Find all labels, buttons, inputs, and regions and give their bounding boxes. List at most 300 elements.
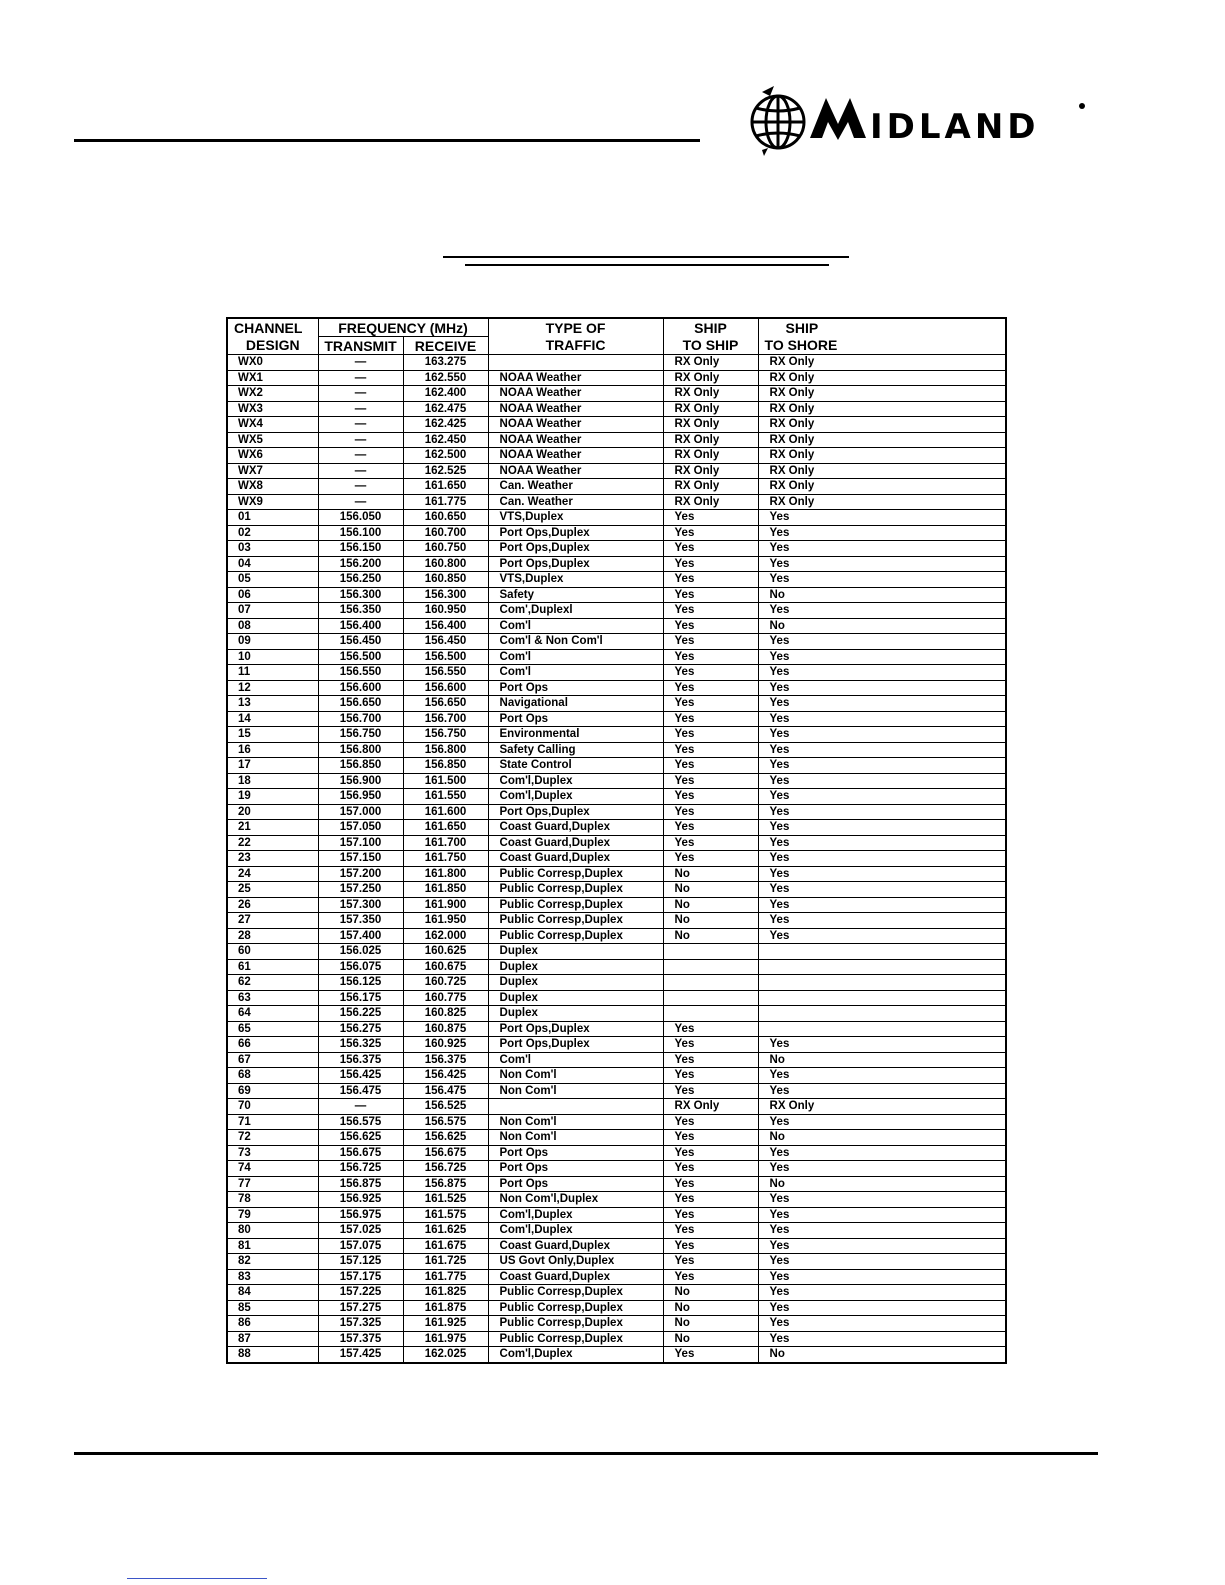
- ship-to-ship-cell: Yes: [663, 1254, 758, 1270]
- ship-to-shore-cell: Yes: [758, 1145, 1006, 1161]
- ship-to-shore-cell: Yes: [758, 1114, 1006, 1130]
- table-row: [227, 479, 1006, 495]
- transmit-cell: 156.975: [318, 1207, 403, 1223]
- channel-cell: 88: [227, 1347, 318, 1363]
- traffic-type-cell: [488, 1099, 663, 1115]
- transmit-cell: 156.900: [318, 773, 403, 789]
- ship-to-shore-cell: RX Only: [758, 355, 1006, 371]
- table-row: [227, 1176, 1006, 1192]
- transmit-cell: 156.225: [318, 1006, 403, 1022]
- traffic-type-cell: Port Ops: [488, 680, 663, 696]
- table-row: [227, 1207, 1006, 1223]
- channel-cell: 62: [227, 975, 318, 991]
- traffic-type-cell: Navigational: [488, 696, 663, 712]
- traffic-type-cell: Port Ops,Duplex: [488, 1021, 663, 1037]
- ship-to-ship-cell: Yes: [663, 789, 758, 805]
- ship-to-ship-cell: Yes: [663, 1347, 758, 1363]
- receive-cell: 162.525: [403, 463, 488, 479]
- transmit-cell: 156.400: [318, 618, 403, 634]
- table-row: [227, 1316, 1006, 1332]
- receive-cell: 156.550: [403, 665, 488, 681]
- channel-cell: 85: [227, 1300, 318, 1316]
- title-underline-second: [465, 264, 829, 266]
- channel-cell: 19: [227, 789, 318, 805]
- receive-cell: 156.800: [403, 742, 488, 758]
- traffic-type-cell: Port Ops: [488, 1161, 663, 1177]
- traffic-type-cell: Com'l,Duplex: [488, 789, 663, 805]
- transmit-cell: 156.750: [318, 727, 403, 743]
- ship-to-shore-cell: Yes: [758, 1037, 1006, 1053]
- ship-to-ship-cell: RX Only: [663, 479, 758, 495]
- channel-cell: 06: [227, 587, 318, 603]
- header-traffic: TRAFFIC: [488, 337, 663, 355]
- traffic-type-cell: US Govt Only,Duplex: [488, 1254, 663, 1270]
- ship-to-ship-cell: Yes: [663, 680, 758, 696]
- transmit-cell: 157.425: [318, 1347, 403, 1363]
- table-row: [227, 1223, 1006, 1239]
- receive-cell: 162.025: [403, 1347, 488, 1363]
- ship-to-shore-cell: Yes: [758, 649, 1006, 665]
- channel-cell: 71: [227, 1114, 318, 1130]
- channel-cell: 24: [227, 866, 318, 882]
- ship-to-ship-cell: RX Only: [663, 417, 758, 433]
- traffic-type-cell: Port Ops: [488, 711, 663, 727]
- table-row: [227, 851, 1006, 867]
- channel-cell: 63: [227, 990, 318, 1006]
- channel-cell: 78: [227, 1192, 318, 1208]
- transmit-cell: 157.075: [318, 1238, 403, 1254]
- receive-cell: 156.475: [403, 1083, 488, 1099]
- table-row: [227, 463, 1006, 479]
- table-row: [227, 1114, 1006, 1130]
- receive-cell: 156.400: [403, 618, 488, 634]
- channel-cell: 60: [227, 944, 318, 960]
- channel-cell: 66: [227, 1037, 318, 1053]
- ship-to-ship-cell: Yes: [663, 1021, 758, 1037]
- receive-cell: 161.500: [403, 773, 488, 789]
- transmit-cell: 157.350: [318, 913, 403, 929]
- table-row: [227, 1037, 1006, 1053]
- table-row: [227, 448, 1006, 464]
- ship-to-ship-cell: Yes: [663, 1145, 758, 1161]
- receive-cell: 161.675: [403, 1238, 488, 1254]
- transmit-cell: 156.425: [318, 1068, 403, 1084]
- transmit-cell: 157.200: [318, 866, 403, 882]
- ship-to-ship-cell: Yes: [663, 572, 758, 588]
- header-receive: RECEIVE: [403, 337, 488, 355]
- header-ship-to-ship: SHIP: [663, 318, 758, 337]
- traffic-type-cell: Com'l: [488, 665, 663, 681]
- transmit-cell: 157.100: [318, 835, 403, 851]
- transmit-cell: 157.150: [318, 851, 403, 867]
- ship-to-shore-cell: RX Only: [758, 448, 1006, 464]
- channel-cell: 77: [227, 1176, 318, 1192]
- table-row: [227, 1192, 1006, 1208]
- channel-cell: 86: [227, 1316, 318, 1332]
- traffic-type-cell: NOAA Weather: [488, 417, 663, 433]
- channel-cell: 15: [227, 727, 318, 743]
- ship-to-ship-cell: Yes: [663, 587, 758, 603]
- receive-cell: 156.650: [403, 696, 488, 712]
- transmit-cell: 156.600: [318, 680, 403, 696]
- table-row: [227, 665, 1006, 681]
- receive-cell: 161.600: [403, 804, 488, 820]
- ship-to-ship-cell: Yes: [663, 541, 758, 557]
- traffic-type-cell: NOAA Weather: [488, 370, 663, 386]
- transmit-cell: —: [318, 417, 403, 433]
- ship-to-ship-cell: Yes: [663, 1176, 758, 1192]
- ship-to-ship-cell: RX Only: [663, 401, 758, 417]
- transmit-cell: 157.050: [318, 820, 403, 836]
- channel-cell: 25: [227, 882, 318, 898]
- traffic-type-cell: Public Corresp,Duplex: [488, 882, 663, 898]
- traffic-type-cell: NOAA Weather: [488, 463, 663, 479]
- ship-to-shore-cell: No: [758, 587, 1006, 603]
- traffic-type-cell: Port Ops,Duplex: [488, 541, 663, 557]
- transmit-cell: 156.100: [318, 525, 403, 541]
- table-row: [227, 1161, 1006, 1177]
- ship-to-shore-cell: RX Only: [758, 417, 1006, 433]
- table-row: [227, 1006, 1006, 1022]
- receive-cell: 160.950: [403, 603, 488, 619]
- receive-cell: 156.625: [403, 1130, 488, 1146]
- ship-to-ship-cell: No: [663, 866, 758, 882]
- transmit-cell: 156.675: [318, 1145, 403, 1161]
- transmit-cell: 157.125: [318, 1254, 403, 1270]
- ship-to-shore-cell: Yes: [758, 742, 1006, 758]
- traffic-type-cell: Can. Weather: [488, 494, 663, 510]
- traffic-type-cell: Coast Guard,Duplex: [488, 851, 663, 867]
- ship-to-ship-cell: Yes: [663, 835, 758, 851]
- table-row: [227, 897, 1006, 913]
- traffic-type-cell: Port Ops,Duplex: [488, 1037, 663, 1053]
- ship-to-shore-cell: No: [758, 1347, 1006, 1363]
- table-row: [227, 959, 1006, 975]
- traffic-type-cell: Coast Guard,Duplex: [488, 835, 663, 851]
- traffic-type-cell: Coast Guard,Duplex: [488, 1269, 663, 1285]
- table-row: [227, 1269, 1006, 1285]
- transmit-cell: 156.500: [318, 649, 403, 665]
- transmit-cell: 156.800: [318, 742, 403, 758]
- traffic-type-cell: Non Com'l: [488, 1083, 663, 1099]
- ship-to-ship-cell: RX Only: [663, 463, 758, 479]
- traffic-type-cell: Public Corresp,Duplex: [488, 1300, 663, 1316]
- traffic-type-cell: Public Corresp,Duplex: [488, 928, 663, 944]
- traffic-type-cell: Safety: [488, 587, 663, 603]
- traffic-type-cell: Com'l,Duplex: [488, 1347, 663, 1363]
- receive-cell: 160.850: [403, 572, 488, 588]
- channel-cell: 09: [227, 634, 318, 650]
- ship-to-shore-cell: [758, 959, 1006, 975]
- receive-cell: 161.550: [403, 789, 488, 805]
- receive-cell: 160.925: [403, 1037, 488, 1053]
- header-to-shore: TO SHORE: [758, 337, 1006, 355]
- transmit-cell: 156.850: [318, 758, 403, 774]
- table-row: [227, 820, 1006, 836]
- channel-cell: WX3: [227, 401, 318, 417]
- table-row: [227, 1083, 1006, 1099]
- receive-cell: 162.425: [403, 417, 488, 433]
- receive-cell: 161.750: [403, 851, 488, 867]
- transmit-cell: 157.325: [318, 1316, 403, 1332]
- ship-to-shore-cell: Yes: [758, 1331, 1006, 1347]
- ship-to-shore-cell: Yes: [758, 1300, 1006, 1316]
- ship-to-shore-cell: [758, 944, 1006, 960]
- transmit-cell: 156.650: [318, 696, 403, 712]
- traffic-type-cell: Com'l: [488, 649, 663, 665]
- transmit-cell: 156.050: [318, 510, 403, 526]
- table-row: [227, 882, 1006, 898]
- ship-to-shore-cell: Yes: [758, 1161, 1006, 1177]
- table-row: [227, 370, 1006, 386]
- transmit-cell: 156.725: [318, 1161, 403, 1177]
- table-row: [227, 494, 1006, 510]
- table-row: [227, 1021, 1006, 1037]
- ship-to-ship-cell: [663, 959, 758, 975]
- receive-cell: 160.675: [403, 959, 488, 975]
- table-row: [227, 541, 1006, 557]
- ship-to-shore-cell: RX Only: [758, 432, 1006, 448]
- channel-cell: 28: [227, 928, 318, 944]
- table-row: [227, 587, 1006, 603]
- receive-cell: 161.900: [403, 897, 488, 913]
- ship-to-ship-cell: Yes: [663, 634, 758, 650]
- traffic-type-cell: Duplex: [488, 944, 663, 960]
- ship-to-ship-cell: [663, 1006, 758, 1022]
- ship-to-shore-cell: RX Only: [758, 1099, 1006, 1115]
- ship-to-ship-cell: No: [663, 928, 758, 944]
- ship-to-ship-cell: Yes: [663, 603, 758, 619]
- channel-cell: WX4: [227, 417, 318, 433]
- transmit-cell: 156.550: [318, 665, 403, 681]
- receive-cell: 161.800: [403, 866, 488, 882]
- channel-cell: WX0: [227, 355, 318, 371]
- table-row: [227, 386, 1006, 402]
- ship-to-ship-cell: Yes: [663, 851, 758, 867]
- receive-cell: 161.650: [403, 479, 488, 495]
- ship-to-shore-cell: RX Only: [758, 401, 1006, 417]
- transmit-cell: 157.275: [318, 1300, 403, 1316]
- transmit-cell: 156.025: [318, 944, 403, 960]
- receive-cell: 156.575: [403, 1114, 488, 1130]
- table-row: [227, 556, 1006, 572]
- receive-cell: 160.700: [403, 525, 488, 541]
- ship-to-ship-cell: RX Only: [663, 448, 758, 464]
- traffic-type-cell: Port Ops,Duplex: [488, 804, 663, 820]
- transmit-cell: 156.950: [318, 789, 403, 805]
- transmit-cell: 157.025: [318, 1223, 403, 1239]
- ship-to-shore-cell: Yes: [758, 851, 1006, 867]
- ship-to-ship-cell: Yes: [663, 820, 758, 836]
- ship-to-ship-cell: Yes: [663, 1207, 758, 1223]
- ship-to-ship-cell: Yes: [663, 696, 758, 712]
- ship-to-ship-cell: Yes: [663, 758, 758, 774]
- receive-cell: 156.300: [403, 587, 488, 603]
- receive-cell: 161.850: [403, 882, 488, 898]
- footer-link-underline: [127, 1578, 267, 1579]
- table-row: [227, 696, 1006, 712]
- table-row: [227, 975, 1006, 991]
- ship-to-shore-cell: Yes: [758, 665, 1006, 681]
- traffic-type-cell: Public Corresp,Duplex: [488, 897, 663, 913]
- channel-cell: 84: [227, 1285, 318, 1301]
- transmit-cell: 156.925: [318, 1192, 403, 1208]
- channel-cell: 22: [227, 835, 318, 851]
- traffic-type-cell: NOAA Weather: [488, 386, 663, 402]
- table-row: [227, 1099, 1006, 1115]
- table-row: [227, 1331, 1006, 1347]
- channel-cell: WX2: [227, 386, 318, 402]
- ship-to-shore-cell: Yes: [758, 882, 1006, 898]
- ship-to-shore-cell: Yes: [758, 634, 1006, 650]
- traffic-type-cell: Com'l & Non Com'l: [488, 634, 663, 650]
- transmit-cell: —: [318, 355, 403, 371]
- receive-cell: 161.700: [403, 835, 488, 851]
- transmit-cell: 156.450: [318, 634, 403, 650]
- receive-cell: 156.375: [403, 1052, 488, 1068]
- traffic-type-cell: State Control: [488, 758, 663, 774]
- transmit-cell: 156.700: [318, 711, 403, 727]
- ship-to-shore-cell: Yes: [758, 711, 1006, 727]
- ship-to-shore-cell: Yes: [758, 789, 1006, 805]
- ship-to-ship-cell: No: [663, 913, 758, 929]
- traffic-type-cell: Public Corresp,Duplex: [488, 1285, 663, 1301]
- traffic-type-cell: VTS,Duplex: [488, 572, 663, 588]
- table-row: [227, 804, 1006, 820]
- receive-cell: 161.950: [403, 913, 488, 929]
- ship-to-shore-cell: Yes: [758, 773, 1006, 789]
- ship-to-shore-cell: No: [758, 1176, 1006, 1192]
- channel-cell: 02: [227, 525, 318, 541]
- receive-cell: 161.775: [403, 494, 488, 510]
- receive-cell: 161.925: [403, 1316, 488, 1332]
- ship-to-ship-cell: No: [663, 1316, 758, 1332]
- ship-to-shore-cell: Yes: [758, 1238, 1006, 1254]
- traffic-type-cell: Can. Weather: [488, 479, 663, 495]
- ship-to-shore-cell: Yes: [758, 758, 1006, 774]
- receive-cell: 161.825: [403, 1285, 488, 1301]
- channel-cell: 79: [227, 1207, 318, 1223]
- traffic-type-cell: Com',Duplexl: [488, 603, 663, 619]
- ship-to-ship-cell: Yes: [663, 1083, 758, 1099]
- ship-to-shore-cell: Yes: [758, 510, 1006, 526]
- transmit-cell: —: [318, 386, 403, 402]
- traffic-type-cell: NOAA Weather: [488, 401, 663, 417]
- ship-to-ship-cell: RX Only: [663, 355, 758, 371]
- midland-logo: [748, 84, 1088, 156]
- channel-cell: WX7: [227, 463, 318, 479]
- transmit-cell: 156.175: [318, 990, 403, 1006]
- receive-cell: 156.750: [403, 727, 488, 743]
- ship-to-shore-cell: RX Only: [758, 494, 1006, 510]
- channel-table: [226, 317, 1007, 1364]
- transmit-cell: 157.300: [318, 897, 403, 913]
- receive-cell: 163.275: [403, 355, 488, 371]
- ship-to-shore-cell: Yes: [758, 541, 1006, 557]
- channel-cell: WX5: [227, 432, 318, 448]
- channel-cell: 05: [227, 572, 318, 588]
- traffic-type-cell: Non Com'l: [488, 1114, 663, 1130]
- traffic-type-cell: Port Ops,Duplex: [488, 525, 663, 541]
- traffic-type-cell: Coast Guard,Duplex: [488, 1238, 663, 1254]
- table-row: [227, 913, 1006, 929]
- ship-to-shore-cell: Yes: [758, 835, 1006, 851]
- ship-to-shore-cell: Yes: [758, 1269, 1006, 1285]
- ship-to-shore-cell: Yes: [758, 1207, 1006, 1223]
- ship-to-shore-cell: Yes: [758, 680, 1006, 696]
- channel-cell: 18: [227, 773, 318, 789]
- receive-cell: 156.700: [403, 711, 488, 727]
- channel-cell: 17: [227, 758, 318, 774]
- ship-to-ship-cell: No: [663, 897, 758, 913]
- channel-rows: [227, 355, 1006, 1363]
- channel-cell: 26: [227, 897, 318, 913]
- ship-to-shore-cell: [758, 1006, 1006, 1022]
- channel-cell: 70: [227, 1099, 318, 1115]
- receive-cell: 161.875: [403, 1300, 488, 1316]
- ship-to-ship-cell: Yes: [663, 649, 758, 665]
- ship-to-shore-cell: RX Only: [758, 386, 1006, 402]
- table-row: [227, 680, 1006, 696]
- ship-to-shore-cell: Yes: [758, 696, 1006, 712]
- ship-to-shore-cell: No: [758, 1052, 1006, 1068]
- header-type: TYPE OF: [488, 318, 663, 337]
- transmit-cell: —: [318, 494, 403, 510]
- ship-to-ship-cell: RX Only: [663, 1099, 758, 1115]
- traffic-type-cell: Environmental: [488, 727, 663, 743]
- ship-to-shore-cell: Yes: [758, 1068, 1006, 1084]
- channel-cell: 68: [227, 1068, 318, 1084]
- receive-cell: 161.525: [403, 1192, 488, 1208]
- transmit-cell: 157.175: [318, 1269, 403, 1285]
- table-row: [227, 417, 1006, 433]
- transmit-cell: 156.325: [318, 1037, 403, 1053]
- receive-cell: 162.400: [403, 386, 488, 402]
- ship-to-shore-cell: Yes: [758, 897, 1006, 913]
- channel-cell: 73: [227, 1145, 318, 1161]
- ship-to-ship-cell: Yes: [663, 556, 758, 572]
- transmit-cell: 156.275: [318, 1021, 403, 1037]
- ship-to-ship-cell: Yes: [663, 1192, 758, 1208]
- ship-to-ship-cell: No: [663, 1285, 758, 1301]
- channel-cell: 65: [227, 1021, 318, 1037]
- ship-to-ship-cell: Yes: [663, 1130, 758, 1146]
- table-row: [227, 432, 1006, 448]
- receive-cell: 156.875: [403, 1176, 488, 1192]
- channel-cell: 83: [227, 1269, 318, 1285]
- channel-cell: 07: [227, 603, 318, 619]
- receive-cell: 161.650: [403, 820, 488, 836]
- ship-to-shore-cell: Yes: [758, 525, 1006, 541]
- ship-to-shore-cell: Yes: [758, 556, 1006, 572]
- channel-cell: 27: [227, 913, 318, 929]
- ship-to-ship-cell: [663, 990, 758, 1006]
- ship-to-ship-cell: RX Only: [663, 494, 758, 510]
- transmit-cell: 156.075: [318, 959, 403, 975]
- ship-to-shore-cell: Yes: [758, 1083, 1006, 1099]
- table-row: [227, 1285, 1006, 1301]
- channel-cell: 12: [227, 680, 318, 696]
- ship-to-ship-cell: Yes: [663, 1269, 758, 1285]
- channel-cell: 61: [227, 959, 318, 975]
- table-row: [227, 401, 1006, 417]
- table-row: [227, 711, 1006, 727]
- transmit-cell: —: [318, 479, 403, 495]
- ship-to-ship-cell: Yes: [663, 1114, 758, 1130]
- receive-cell: 160.750: [403, 541, 488, 557]
- receive-cell: 156.500: [403, 649, 488, 665]
- ship-to-ship-cell: Yes: [663, 665, 758, 681]
